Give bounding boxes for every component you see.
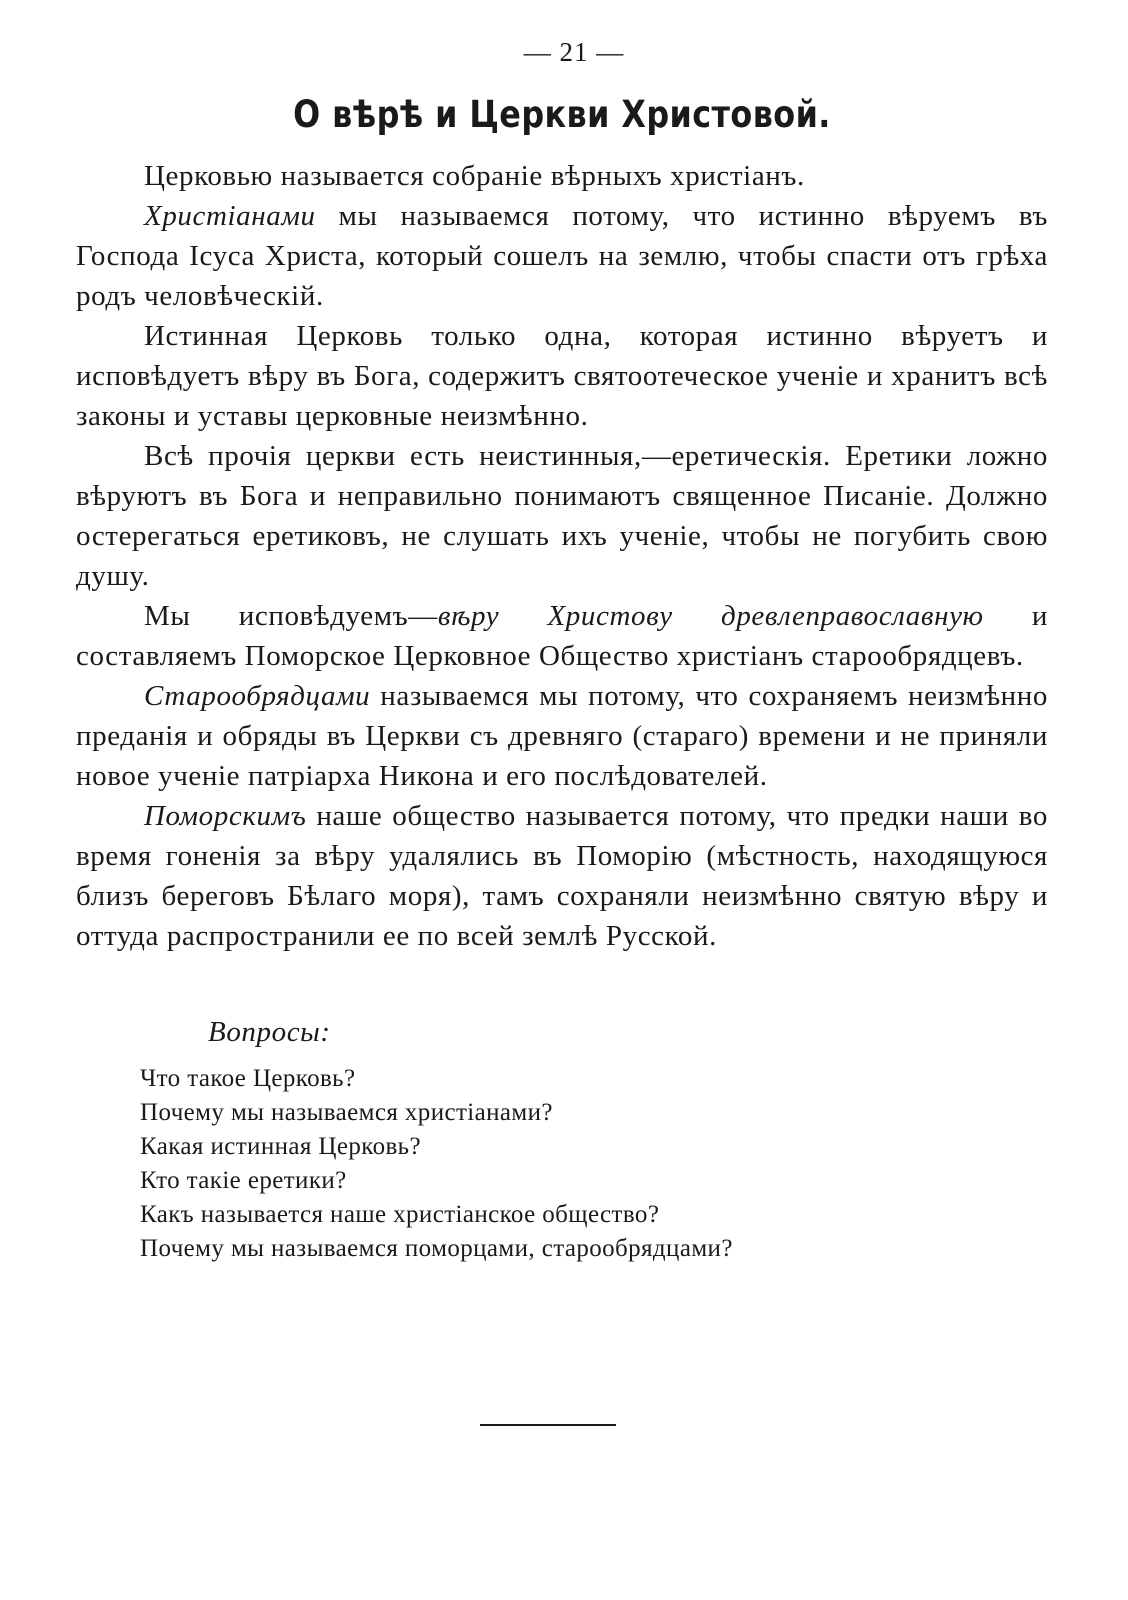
paragraph-text: называемся мы потому, что сохраняемъ неизмѣнно преданiя и обряды въ Церкви съ древняго (стараго) времени и не приняли новое ученiе патрiарха Никона и его послѣдователей. (76, 680, 1048, 792)
italic-term: Христiанами (144, 200, 316, 232)
paragraph-text: мы называемся потому, что истинно вѣруемъ въ Господа Iсуса Христа, который сошелъ на землю, чтобы спасти отъ грѣха родъ человѣческiй. (76, 200, 1048, 312)
question-item: Какъ называется наше христiанское общество? (140, 1201, 660, 1228)
question-item: Почему мы называемся поморцами, старообрядцами? (140, 1235, 733, 1262)
paragraph-text: Истинная Церковь только одна, которая истинно вѣруетъ и исповѣдуетъ вѣру въ Бога, содержитъ святоотеческое ученiе и хранитъ всѣ законы и уставы церковные неизмѣнно. (76, 320, 1048, 432)
page-number: — 21 — (523, 37, 625, 67)
end-divider (480, 1424, 616, 1426)
question-item: Кто такiе еретики? (140, 1167, 347, 1194)
italic-term: Поморскимъ (144, 800, 307, 832)
italic-term: вѣру Христову древлеправославную (437, 600, 984, 632)
paragraph-text: Всѣ прочiя церкви есть неистинныя,—еретическiя. Еретики ложно вѣруютъ въ Бога и неправильно понимаютъ священное Писанiе. Должно остерегаться еретиковъ, не слушать ихъ ученiе, чтобы не погубить свою душу. (76, 440, 1048, 592)
questions-heading: Вопросы: (208, 1016, 331, 1048)
paragraph (76, 316, 1048, 436)
paragraph (76, 436, 1048, 596)
paragraph-text: и составляемъ Поморское Церковное Общество христiанъ старообрядцевъ. (76, 600, 1048, 672)
paragraph (76, 676, 1048, 796)
paragraph (76, 596, 1048, 676)
question-item: Что такое Церковь? (140, 1065, 356, 1092)
paragraph-text: Мы исповѣдуемъ— (144, 600, 438, 632)
chapter-title: О вѣрѣ и Церкви Христовой. (293, 93, 831, 136)
paragraph (76, 796, 1048, 956)
question-item: Какая истинная Церковь? (140, 1133, 421, 1160)
paragraph (76, 156, 1048, 196)
question-item: Почему мы называемся христiанами? (140, 1099, 553, 1126)
questions-list (140, 1062, 1048, 1266)
paragraph (76, 196, 1048, 316)
italic-term: Старообрядцами (144, 680, 371, 712)
paragraph-text: наше общество называется потому, что предки наши во время гоненiя за вѣру удалялись въ Поморiю (мѣстность, находящуюся близъ береговъ Бѣлаго моря), тамъ сохраняли неизмѣнно святую вѣру и оттуда распространили ее по всей землѣ Русской. (76, 800, 1048, 952)
chapter-body (76, 156, 1048, 956)
paragraph-text: Церковью называется собранiе вѣрныхъ христiанъ. (144, 160, 805, 192)
questions-section (76, 1012, 1048, 1266)
